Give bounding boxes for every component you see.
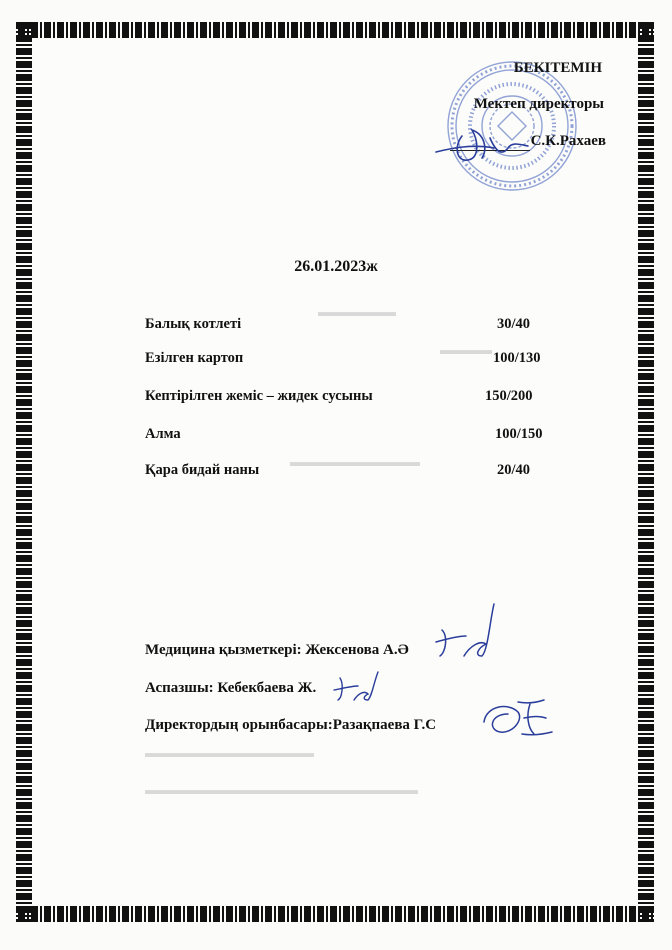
bleed-through-text: ▬▬▬▬▬▬ [318, 304, 396, 319]
approval-name: С.К.Рахаев [530, 133, 606, 149]
menu-date: 26.01.2023ж [294, 258, 378, 275]
deputy-signature [478, 694, 558, 744]
menu-item-portion: 150/200 [485, 388, 533, 404]
menu-item-portion: 30/40 [497, 316, 531, 332]
director-signature [432, 118, 542, 168]
menu-item-name: Кептірілген жеміс – жидек сусыны [145, 388, 373, 404]
menu-item-name: Алма [145, 426, 181, 442]
menu-item [145, 350, 555, 370]
bleed-through-text: ▬▬▬▬▬▬▬▬▬▬▬▬▬▬▬▬▬▬▬▬▬ [145, 782, 418, 797]
bleed-through-text: ▬▬▬▬▬▬▬▬▬▬ [290, 454, 420, 469]
menu-item-name: Қара бидай наны [145, 462, 260, 478]
bleed-through-text: ▬▬▬▬▬▬▬▬▬▬▬▬▬ [145, 745, 314, 760]
cook-line: Аспазшы: Кебекбаева Ж. [145, 680, 317, 696]
menu-item [145, 388, 555, 408]
decorative-border-right [638, 22, 654, 922]
menu-item-portion: 20/40 [497, 462, 531, 478]
decorative-border-left [16, 22, 32, 922]
menu-item [145, 462, 555, 482]
bleed-through-text: ▬▬▬▬ [440, 342, 492, 357]
menu-item-name: Балық котлеті [145, 316, 242, 332]
cook-signature [332, 668, 382, 708]
approval-role: Мектеп директоры [473, 96, 604, 112]
medic-signature [430, 600, 500, 670]
menu-item-name: Езілген картоп [145, 350, 244, 366]
approval-title: БЕКІТЕМІН [513, 60, 602, 76]
medic-line: Медицина қызметкері: Жексенова А.Ә [145, 642, 409, 658]
menu-item [145, 426, 555, 446]
decorative-border-bottom [18, 906, 654, 922]
menu-item-portion: 100/150 [495, 426, 543, 442]
menu-item-portion: 100/130 [493, 350, 541, 366]
menu-item [145, 316, 555, 336]
deputy-line: Директордың орынбасары:Разақпаева Г.С [145, 717, 437, 733]
decorative-border-top [18, 22, 654, 38]
